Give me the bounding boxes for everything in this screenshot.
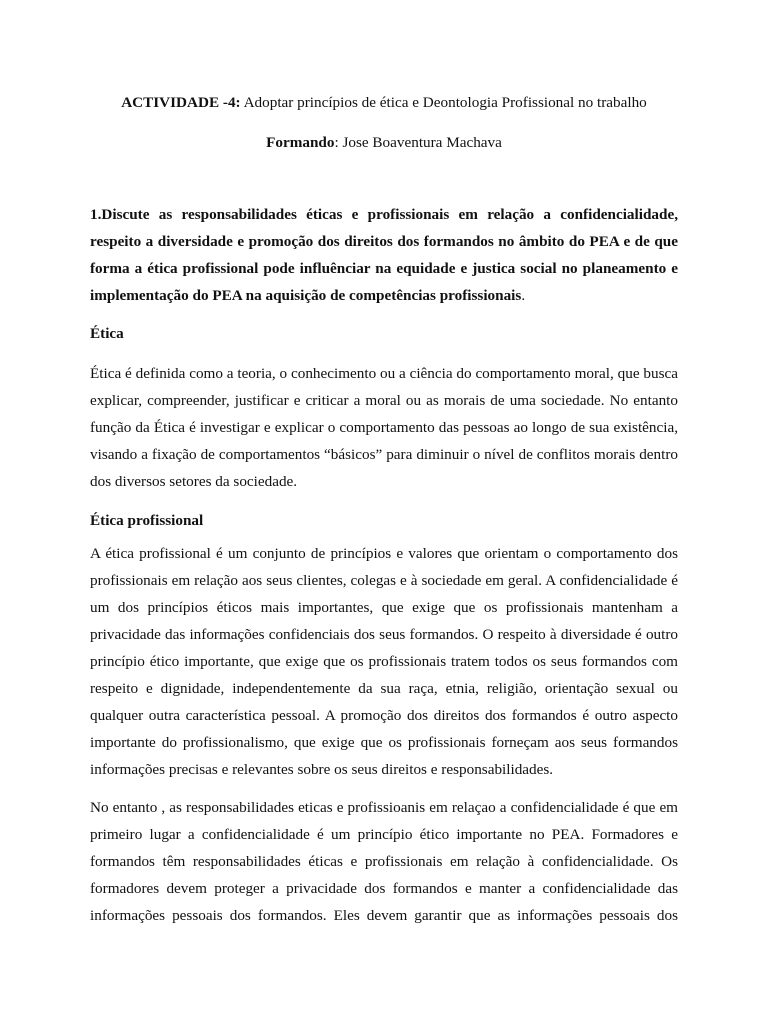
- final-line-3: formandos têm responsabilidades éticas e profissionais em relação à confidencialidade. Os: [90, 853, 678, 870]
- section-heading-etica: Ética: [90, 325, 124, 342]
- etica-line-1: Ética é definida como a teoria, o conhecimento ou a ciência do comportamento moral, que busca: [90, 365, 678, 382]
- etica-line-5: dos diversos setores da sociedade.: [90, 473, 298, 490]
- final-line-4: formadores devem proteger a privacidade dos formandos e manter a confidencialidade das: [90, 880, 678, 897]
- etica-line-3: função da Ética é investigar e explicar o comportamento das pessoas ao longo de sua existência,: [90, 419, 678, 436]
- trainee-label: Formando: [266, 134, 335, 151]
- final-line-2: primeiro lugar a confidencialidade é um princípio ético importante no PEA. Formadores e: [90, 826, 678, 843]
- profissional-line-4: privacidade das informações confidenciais dos seus formandos. O respeito à diversidade é outro: [90, 626, 678, 643]
- profissional-line-1: A ética profissional é um conjunto de princípios e valores que orientam o comportamento dos: [90, 545, 678, 562]
- profissional-line-6: respeito e dignidade, independentemente da sua raça, etnia, religião, orientação sexual ou: [90, 680, 678, 697]
- final-line-1: No entanto , as responsabilidades eticas e profissioanis em relaçao a confidencialidade é que em: [90, 799, 678, 816]
- etica-line-2: explicar, compreender, justificar e criticar a moral ou as morais de uma sociedade. No entanto: [90, 392, 678, 409]
- question-line-3: forma a ética profissional pode influênciar na equidade e justica social no planeamento e: [90, 260, 678, 277]
- trainee-line: [90, 133, 678, 153]
- question-trailing-period: .: [521, 287, 526, 304]
- profissional-line-7: qualquer outra característica pessoal. A promoção dos direitos dos formandos é outro aspecto: [90, 707, 678, 724]
- question-line-4-text: implementação do PEA na aquisição de competências profissionais: [90, 287, 522, 304]
- activity-title: Adoptar princípios de ética e Deontologia Profissional no trabalho: [240, 94, 647, 111]
- final-line-5: informações pessoais dos formandos. Eles devem garantir que as informações pessoais dos: [90, 907, 678, 924]
- profissional-line-8: importante do profissionalismo, que exige que os profissionais forneçam aos seus formandos: [90, 734, 678, 751]
- activity-title-line: [90, 93, 678, 113]
- profissional-line-2: profissionais em relação aos seus clientes, colegas e à sociedade em geral. A confidencialidade é: [90, 572, 678, 589]
- trainee-name: : Jose Boaventura Machava: [334, 134, 502, 151]
- activity-label: ACTIVIDADE -4:: [121, 94, 241, 111]
- question-line-1: 1.Discute as responsabilidades éticas e profissionais em relação a confidencialidade,: [90, 206, 678, 223]
- question-line-2: respeito a diversidade e promoção dos direitos dos formandos no âmbito do PEA e de que: [90, 233, 678, 250]
- profissional-line-3: um dos princípios éticos mais importantes, que exige que os profissionais mantenham a: [90, 599, 678, 616]
- question-line-4: [90, 286, 678, 306]
- profissional-line-9: informações precisas e relevantes sobre os seus direitos e responsabilidades.: [90, 761, 554, 778]
- etica-line-4: visando a fixação de comportamentos “básicos” para diminuir o nível de conflitos morais dentro: [90, 446, 678, 463]
- section-heading-etica-profissional: Ética profissional: [90, 512, 204, 529]
- profissional-line-5: princípio ético importante, que exige que os profissionais tratem todos os seus formandos com: [90, 653, 678, 670]
